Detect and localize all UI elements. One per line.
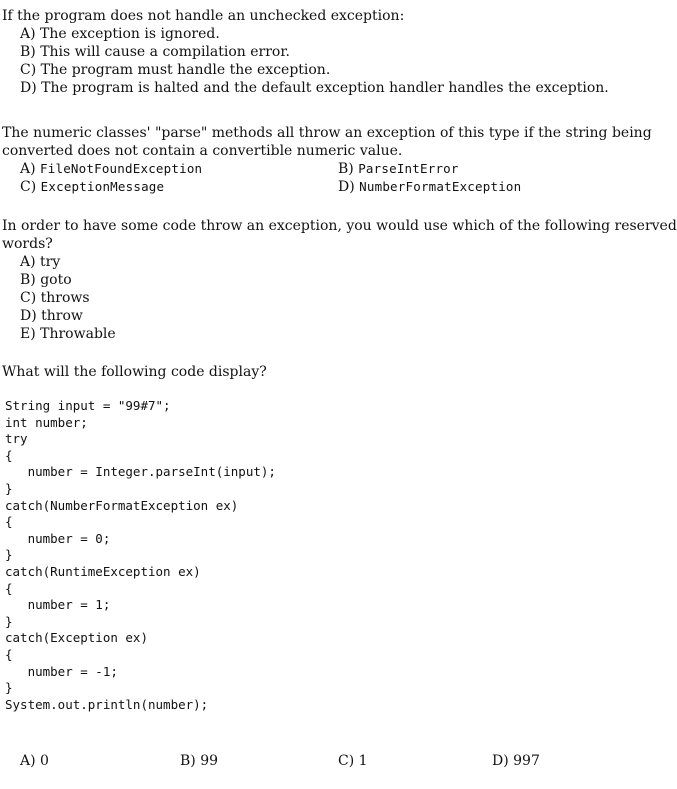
option-code: ExceptionMessage (40, 179, 165, 194)
code-line: } (5, 547, 13, 563)
question-3-option-c: C) throws (20, 290, 90, 306)
question-2-option-a (20, 160, 202, 178)
question-3-option-e: E) Throwable (20, 326, 116, 342)
question-1-option-d: D) The program is halted and the default exception handler handles the exception. (20, 80, 609, 96)
question-1 (2, 7, 609, 97)
code-line: System.out.println(number); (5, 696, 209, 712)
code-line: { (5, 580, 13, 596)
question-1-option-a: A) The exception is ignored. (20, 26, 220, 42)
code-line: try (5, 431, 28, 447)
code-line: } (5, 480, 13, 496)
question-1-option-b: B) This will cause a compilation error. (20, 44, 290, 60)
code-line: number = Integer.parseInt(input); (5, 464, 276, 480)
option-label: A) (20, 161, 36, 177)
question-4-option-a: A) 0 (20, 753, 49, 769)
option-label: B) (338, 161, 354, 177)
question-3-stem-line-1: In order to have some code throw an exception, you would use which of the following reserved (2, 218, 677, 234)
question-2-options-row-1 (2, 160, 598, 178)
question-2-option-c (20, 178, 164, 196)
question-3-option-d: D) throw (20, 308, 83, 324)
question-2 (2, 124, 652, 196)
question-2-stem-line-2: converted does not contain a convertible numeric value. (2, 143, 403, 159)
code-line: { (5, 447, 13, 463)
option-code: FileNotFoundException (40, 161, 203, 176)
code-line: catch(NumberFormatException ex) (5, 497, 239, 513)
question-3-option-b: B) goto (20, 272, 72, 288)
question-2-option-b (338, 160, 459, 178)
option-code: NumberFormatException (359, 179, 522, 194)
question-3-stem-line-2: words? (2, 236, 53, 252)
question-2-stem-line-1: The numeric classes' "parse" methods all throw an exception of this type if the string being (2, 125, 652, 141)
code-line: catch(Exception ex) (5, 630, 148, 646)
question-4-stem: What will the following code display? (2, 364, 267, 380)
code-line: catch(RuntimeException ex) (5, 563, 201, 579)
question-2-option-d (338, 178, 521, 196)
code-line: number = 1; (5, 597, 111, 613)
code-line: { (5, 514, 13, 530)
code-line: int number; (5, 414, 88, 430)
option-label: D) (338, 179, 355, 195)
code-line: number = -1; (5, 663, 118, 679)
question-3 (2, 217, 677, 343)
question-1-stem: If the program does not handle an unchecked exception: (2, 8, 405, 24)
question-4 (2, 363, 598, 381)
code-block (5, 398, 276, 713)
question-3-option-a: A) try (20, 254, 61, 270)
option-label: C) (20, 179, 37, 195)
option-code: ParseIntError (358, 161, 459, 176)
question-4-option-d: D) 997 (492, 753, 540, 769)
code-line: { (5, 646, 13, 662)
code-line: } (5, 680, 13, 696)
question-4-option-b: B) 99 (180, 753, 219, 769)
code-line: number = 0; (5, 530, 111, 546)
question-2-options-row-2 (2, 178, 598, 196)
question-1-option-c: C) The program must handle the exception. (20, 62, 331, 78)
code-line: } (5, 613, 13, 629)
question-4-option-c: C) 1 (338, 753, 368, 769)
code-line: String input = "99#7"; (5, 398, 171, 413)
question-4-answers (0, 752, 600, 770)
